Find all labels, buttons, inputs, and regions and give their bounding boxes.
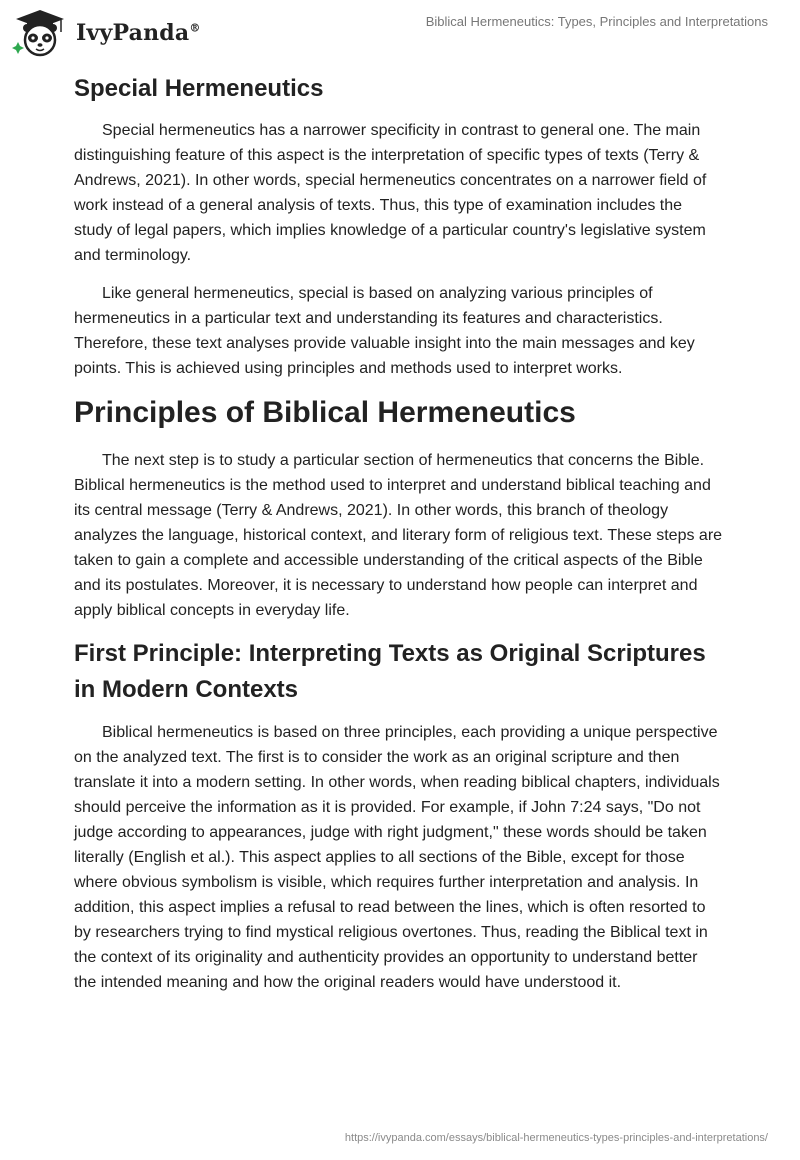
paragraph: Like general hermeneutics, special is based on analyzing various principles of hermeneutics in a particular text and understanding its features and characteristics. Therefore, these text analyses provide valuable insight into the main messages and key points. This is achieved using principles and methods used to interpret works. — [74, 285, 695, 377]
article-body — [74, 70, 724, 1008]
site-logo[interactable] — [12, 8, 201, 58]
section-heading-principles: Principles of Biblical Hermeneutics — [74, 396, 576, 429]
document-title: Biblical Hermeneutics: Types, Principles and Interpretations — [425, 14, 768, 29]
page-header — [0, 0, 800, 70]
paragraph: Biblical hermeneutics is based on three principles, each providing a unique perspective on the analyzed text. The first is to consider the work as an original scripture and then translate it into a modern setting. In other words, when reading biblical chapters, individuals should perceive the information as it is provided. For example, if John 7:24 says, "Do not judge according to appearances, judge with right judgment," these words should be taken literally (English et al.). This aspect applies to all sections of the Bible, except for those where obvious symbolism is visible, which requires further interpretation and analysis. In addition, this aspect implies a refusal to read between the lines, which is often resorted to by researchers trying to find mystical religious overtones. Thus, reading the Biblical text in the context of its originality and authenticity provides an opportunity to understand better the intended meaning and how the original readers would have understood it. — [74, 724, 720, 991]
panda-graduate-icon — [12, 8, 68, 58]
source-url[interactable]: https://ivypanda.com/essays/biblical-hermeneutics-types-principles-and-interpretations/ — [344, 1132, 768, 1144]
section-heading-special-hermeneutics: Special Hermeneutics — [74, 75, 324, 102]
section-heading-first-principle: First Principle: Interpreting Texts as Original Scriptures in Modern Contexts — [74, 640, 706, 703]
paragraph: The next step is to study a particular section of hermeneutics that concerns the Bible. Biblical hermeneutics is the method used to interpret and understand biblical teaching and its central message (Terry & Andrews, 2021). In other words, this branch of theology analyzes the language, historical context, and literary form of religious text. These steps are taken to gain a complete and accessible understanding of the critical aspects of the Bible and its postulates. Moreover, it is necessary to understand how people can interpret and apply biblical concepts in everyday life. — [74, 452, 723, 619]
paragraph: Special hermeneutics has a narrower specificity in contrast to general one. The main distinguishing feature of this aspect is the interpretation of specific types of texts (Terry & Andrews, 2021). In other words, special hermeneutics concentrates on a narrower field of work instead of a general analysis of texts. Thus, this type of examination includes the study of legal papers, which implies knowledge of a particular country's legislative system and terminology. — [74, 122, 707, 264]
brand-name: IvyPanda® — [76, 20, 201, 46]
